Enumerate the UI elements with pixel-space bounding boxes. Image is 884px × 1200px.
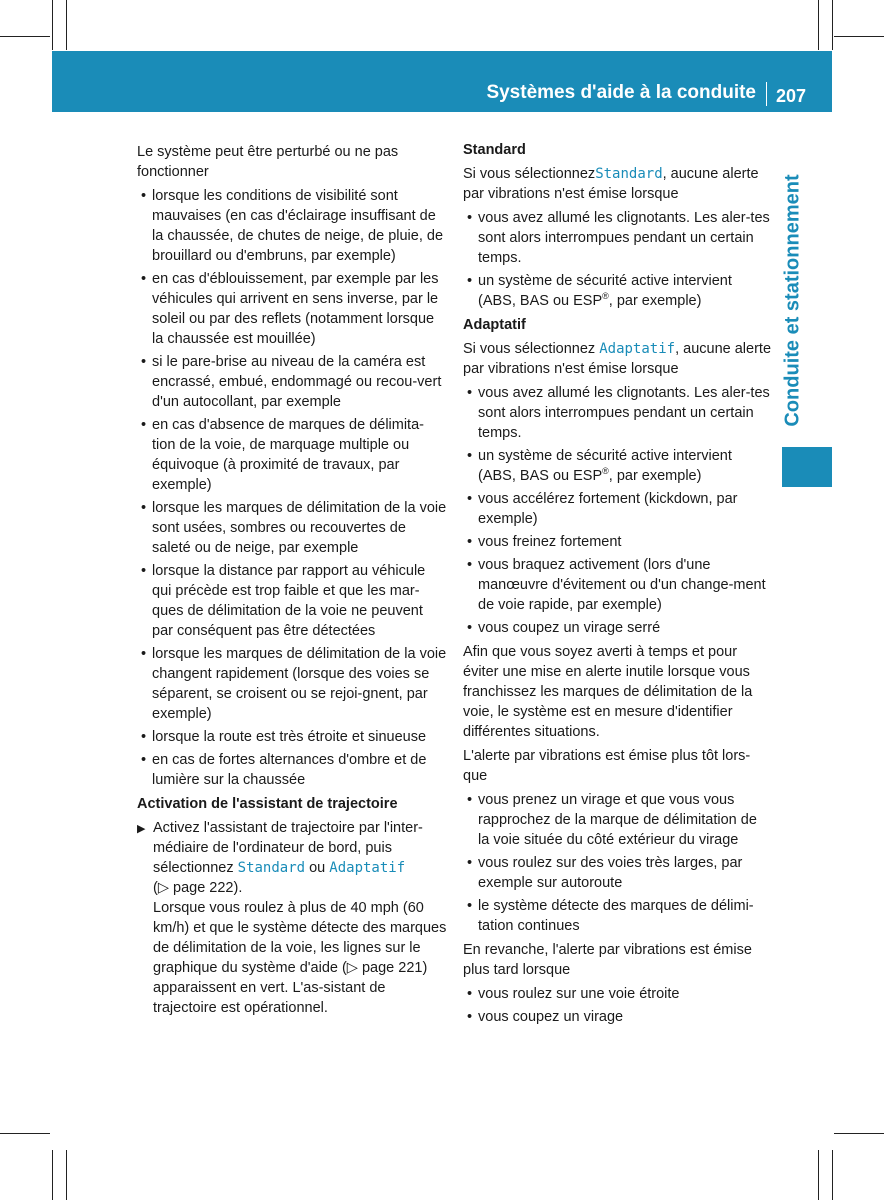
step-or: ou bbox=[309, 860, 326, 876]
header-title: Systèmes d'aide à la conduite bbox=[486, 82, 756, 103]
step-result-text: Lorsque vous roulez à plus de 40 mph (60 km/h) et que le système détecte des marques de délimitation de la voie, les lignes sur le graphique du système d'aide (▷ page 221) apparaissent en vert. L'as-sistant de trajectoire est opérationnel. bbox=[153, 900, 447, 1016]
list-item-text: un système de sécurité active intervient (ABS, BAS ou ESP bbox=[478, 273, 732, 309]
list-item-text: un système de sécurité active intervient (ABS, BAS ou ESP bbox=[478, 448, 732, 484]
later-alert-list bbox=[463, 984, 771, 1027]
list-item: • vous avez allumé les clignotants. Les aler-tes sont alors interrompues pendant un certain temps. bbox=[463, 383, 771, 443]
intro-text: Si vous sélectionnez bbox=[463, 341, 596, 357]
list-item: • vous freinez fortement bbox=[463, 532, 771, 552]
list-item: • vous coupez un virage bbox=[463, 1007, 771, 1027]
paragraph: Afin que vous soyez averti à temps et pour éviter une mise en alerte inutile lorsque vous franchissez les marques de délimitation de la voie, le système est en mesure d'identifier différentes situations. bbox=[463, 644, 753, 740]
list-item: • lorsque les conditions de visibilité sont mauvaises (en cas d'éclairage insuffisant de la chaussée, de chutes de neige, de pluie, de brouillard ou d'embruns, par exemple) bbox=[137, 186, 447, 266]
list-item: • le système détecte des marques de délimi-tation continues bbox=[463, 896, 771, 936]
adaptatif-list bbox=[463, 383, 771, 638]
option-standard: Standard bbox=[595, 166, 663, 182]
list-item: • vous roulez sur des voies très larges, par exemple sur autoroute bbox=[463, 853, 771, 893]
step-text: Activez l'assistant de trajectoire par l'inter-médiaire de l'ordinateur de bord, puis sélectionnez bbox=[153, 820, 423, 876]
left-column bbox=[137, 142, 447, 1018]
crop-mark bbox=[818, 0, 819, 50]
crop-mark bbox=[832, 0, 833, 50]
side-tab-label: Conduite et stationnement bbox=[781, 173, 804, 427]
right-column bbox=[463, 140, 771, 1031]
crop-mark bbox=[834, 1133, 884, 1134]
option-standard: Standard bbox=[237, 860, 306, 876]
intro-text: Le système peut être perturbé ou ne pas fonctionner bbox=[137, 144, 399, 180]
list-item: • lorsque la route est très étroite et sinueuse bbox=[137, 727, 447, 747]
step-arrow-icon: ▶ bbox=[137, 823, 146, 835]
intro-text: , aucune alerte par vibrations n'est émise lorsque bbox=[463, 341, 772, 377]
crop-mark bbox=[52, 1150, 53, 1200]
side-tab bbox=[773, 160, 813, 440]
section-marker bbox=[782, 447, 832, 487]
list-item: • en cas d'éblouissement, par exemple par les véhicules qui arrivent en sens inverse, par le soleil ou par des reflets (notamment lorsque la chaussée est mouillée) bbox=[137, 269, 447, 349]
activation-step bbox=[137, 818, 447, 1018]
disturbance-list bbox=[137, 186, 447, 790]
crop-mark bbox=[66, 0, 67, 50]
adaptatif-intro bbox=[463, 339, 771, 379]
earlier-alert-list bbox=[463, 790, 771, 936]
header-separator bbox=[766, 82, 767, 106]
crop-mark bbox=[66, 1150, 67, 1200]
list-item: • en cas d'absence de marques de délimita-tion de la voie, de marquage multiple ou équivoque (à proximité de travaux, par exemple) bbox=[137, 415, 447, 495]
activation-heading: Activation de l'assistant de trajectoire bbox=[137, 796, 398, 812]
list-item: • si le pare-brise au niveau de la caméra est encrassé, embué, endommagé ou recou-vert d'un autocollant, par exemple bbox=[137, 352, 447, 412]
registered-mark: ® bbox=[602, 466, 609, 477]
intro-text: , aucune alerte par vibrations n'est émise lorsque bbox=[463, 166, 759, 202]
list-item: • lorsque les marques de délimitation de la voie sont usées, sombres ou recouvertes de saleté ou de neige, par exemple bbox=[137, 498, 447, 558]
crop-mark bbox=[832, 1150, 833, 1200]
crop-mark bbox=[52, 0, 53, 50]
list-item: • vous avez allumé les clignotants. Les aler-tes sont alors interrompues pendant un certain temps. bbox=[463, 208, 771, 268]
paragraph: En revanche, l'alerte par vibrations est émise plus tard lorsque bbox=[463, 942, 752, 978]
list-item: • vous roulez sur une voie étroite bbox=[463, 984, 771, 1004]
page-reference: (▷ page 222). bbox=[153, 880, 243, 896]
list-item-text: , par exemple) bbox=[608, 468, 702, 484]
standard-list bbox=[463, 208, 771, 311]
list-item: • vous accélérez fortement (kickdown, par exemple) bbox=[463, 489, 771, 529]
standard-intro bbox=[463, 164, 771, 204]
standard-heading: Standard bbox=[463, 142, 526, 158]
intro-text: Si vous sélectionnez bbox=[463, 166, 596, 182]
registered-mark: ® bbox=[602, 291, 609, 302]
list-item: • lorsque la distance par rapport au véhicule qui précède est trop faible et que les mar-ques de délimitation de la voie ne peuvent par conséquent pas être détectées bbox=[137, 561, 447, 641]
list-item: • lorsque les marques de délimitation de la voie changent rapidement (lorsque des voies se séparent, se croisent ou se rejoi-gnent, par exemple) bbox=[137, 644, 447, 724]
list-item: • vous braquez activement (lors d'une manœuvre d'évitement ou d'un change-ment de voie rapide, par exemple) bbox=[463, 555, 771, 615]
crop-mark bbox=[818, 1150, 819, 1200]
list-item bbox=[463, 446, 771, 486]
option-adaptatif: Adaptatif bbox=[599, 341, 676, 357]
list-item-text: , par exemple) bbox=[608, 293, 702, 309]
page-number: 207 bbox=[776, 86, 807, 106]
crop-mark bbox=[0, 1133, 50, 1134]
list-item bbox=[463, 271, 771, 311]
option-adaptatif: Adaptatif bbox=[329, 860, 406, 876]
paragraph: L'alerte par vibrations est émise plus tôt lors-que bbox=[463, 748, 751, 784]
adaptatif-heading: Adaptatif bbox=[463, 317, 526, 333]
list-item: • vous coupez un virage serré bbox=[463, 618, 771, 638]
crop-mark bbox=[0, 36, 50, 37]
crop-mark bbox=[834, 36, 884, 37]
list-item: • vous prenez un virage et que vous vous rapprochez de la marque de délimitation de la voie située du côté extérieur du virage bbox=[463, 790, 771, 850]
list-item: • en cas de fortes alternances d'ombre et de lumière sur la chaussée bbox=[137, 750, 447, 790]
